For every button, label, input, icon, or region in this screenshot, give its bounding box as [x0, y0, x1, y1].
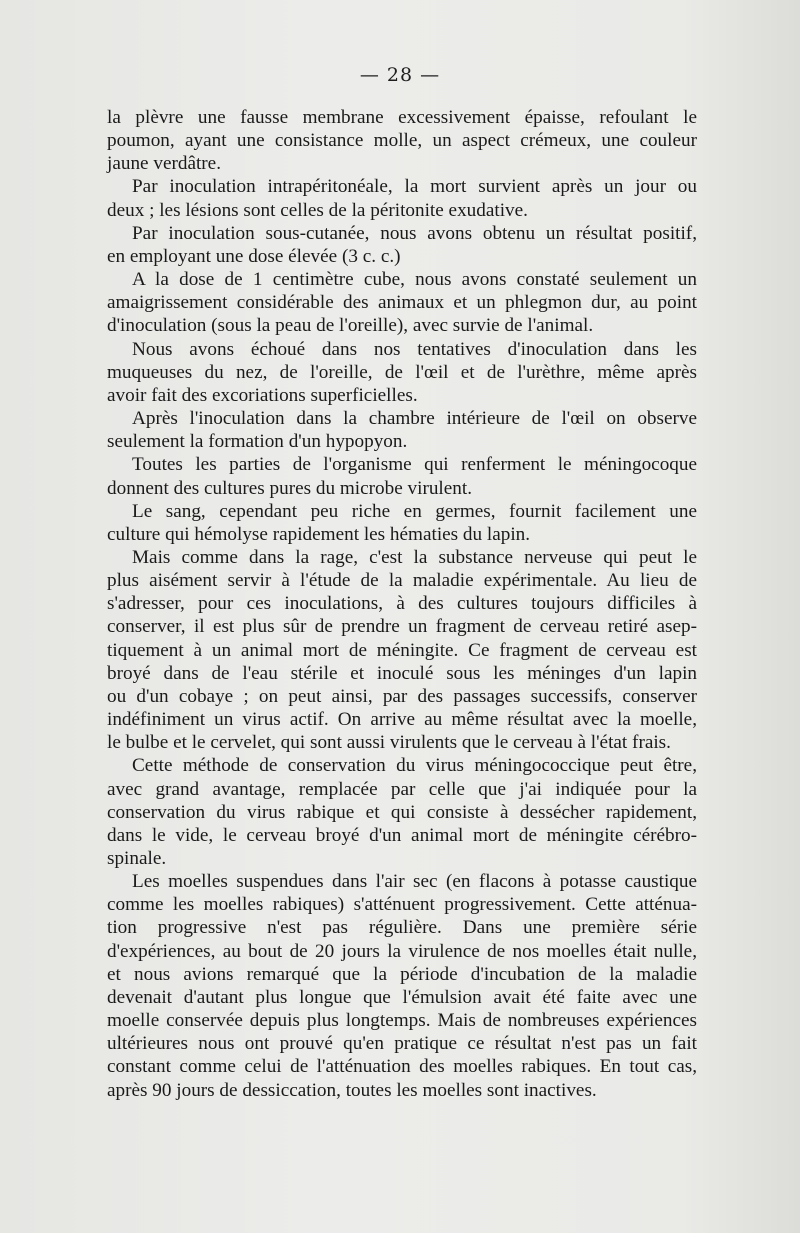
paragraph: [107, 106, 697, 175]
text-line: tiquement à un animal mort de méningite. Ce fragment de cerveau est: [107, 639, 697, 661]
text-line: conserver, il est plus sûr de prendre un fragment de cerveau retiré asep-: [107, 616, 697, 638]
text-line: Par inoculation sous-cutanée, nous avons obtenu un résultat positif,: [132, 222, 697, 244]
paragraph: [107, 338, 697, 407]
text-line: ou d'un cobaye ; on peut ainsi, par des passages successifs, conserver: [107, 685, 697, 707]
text-line: d'expériences, au bout de 20 jours la virulence de nos moelles était nulle,: [107, 940, 697, 962]
text-line: la plèvre une fausse membrane excessivement épaisse, refoulant le: [107, 107, 697, 128]
text-line: moelle conservée depuis plus longtemps. Mais de nombreuses expériences: [107, 1010, 697, 1032]
text-line: avec grand avantage, remplacée par celle que j'ai indiquée pour la: [107, 778, 697, 800]
text-line: et nous avions remarqué que la période d'incubation de la maladie: [107, 963, 697, 985]
page-number: — 28 —: [359, 64, 441, 86]
text-line: après 90 jours de dessiccation, toutes les moelles sont inactives.: [107, 1079, 597, 1101]
text-line: jaune verdâtre.: [107, 153, 221, 175]
text-line: poumon, ayant une consistance molle, un aspect crémeux, une couleur: [107, 130, 697, 152]
text-line: comme les moelles rabiques) s'atténuent progressivement. Cette atténua-: [107, 894, 697, 916]
text-line: avoir fait des excoriations superficielles.: [107, 384, 418, 406]
text-line: conservation du virus rabique et qui consiste à dessécher rapidement,: [107, 801, 697, 823]
text-line: indéfiniment un virus actif. On arrive au même résultat avec la moelle,: [107, 709, 697, 731]
text-line: Nous avons échoué dans nos tentatives d'inoculation dans les: [132, 338, 697, 360]
paragraph: [107, 546, 697, 754]
text-line: Toutes les parties de l'organisme qui renferment le méningocoque: [132, 454, 697, 476]
text-line: Par inoculation intrapéritonéale, la mort survient après un jour ou: [132, 176, 697, 198]
text-line: dans le vide, le cerveau broyé d'un animal mort de méningite cérébro-: [107, 824, 697, 846]
text-line: muqueuses du nez, de l'oreille, de l'œil et de l'urèthre, même après: [107, 361, 697, 383]
text-line: s'adresser, pour ces inoculations, à des cultures toujours difficiles à: [107, 593, 697, 615]
text-line: d'inoculation (sous la peau de l'oreille), avec survie de l'animal.: [107, 315, 594, 337]
paragraph: [107, 500, 697, 546]
text-line: deux ; les lésions sont celles de la péritonite exudative.: [107, 199, 528, 221]
text-line: Les moelles suspendues dans l'air sec (en flacons à potasse caustique: [132, 871, 697, 893]
text-line: Cette méthode de conservation du virus méningococcique peut être,: [132, 755, 697, 777]
paragraph: [107, 268, 697, 337]
text-line: spinale.: [107, 848, 167, 869]
text-line: le bulbe et le cervelet, qui sont aussi virulents que le cerveau à l'état frais.: [107, 732, 671, 754]
text-line: broyé dans de l'eau stérile et inoculé sous les méninges d'un lapin: [107, 662, 697, 684]
text-line: amaigrissement considérable des animaux et un phlegmon dur, au point: [107, 292, 697, 314]
text-line: Après l'inoculation dans la chambre intérieure de l'œil on observe: [132, 408, 697, 430]
text-line: en employant une dose élevée (3 c. c.): [107, 245, 401, 267]
text-line: constant comme celui de l'atténuation des moelles rabiques. En tout cas,: [107, 1056, 697, 1078]
paragraph: [107, 453, 697, 499]
body-text: [107, 106, 697, 1102]
paragraph: [107, 870, 697, 1102]
paragraph: [107, 222, 697, 268]
text-line: tion progressive n'est pas régulière. Dans une première série: [107, 917, 697, 939]
text-line: donnent des cultures pures du microbe virulent.: [107, 477, 473, 499]
text-line: Mais comme dans la rage, c'est la substance nerveuse qui peut le: [132, 546, 697, 568]
text-line: Le sang, cependant peu riche en germes, fournit facilement une: [132, 500, 697, 522]
text-line: seulement la formation d'un hypopyon.: [107, 431, 408, 453]
paragraph: [107, 175, 697, 221]
text-line: A la dose de 1 centimètre cube, nous avons constaté seulement un: [132, 269, 697, 291]
text-line: plus aisément servir à l'étude de la maladie expérimentale. Au lieu de: [107, 570, 697, 592]
text-line: culture qui hémolyse rapidement les hématies du lapin.: [107, 523, 531, 545]
paragraph: [107, 754, 697, 870]
text-line: ultérieures nous ont prouvé qu'en pratique ce résultat n'est pas un fait: [107, 1033, 697, 1055]
text-line: devenait d'autant plus longue que l'émulsion avait été faite avec une: [107, 986, 697, 1008]
paragraph: [107, 407, 697, 453]
